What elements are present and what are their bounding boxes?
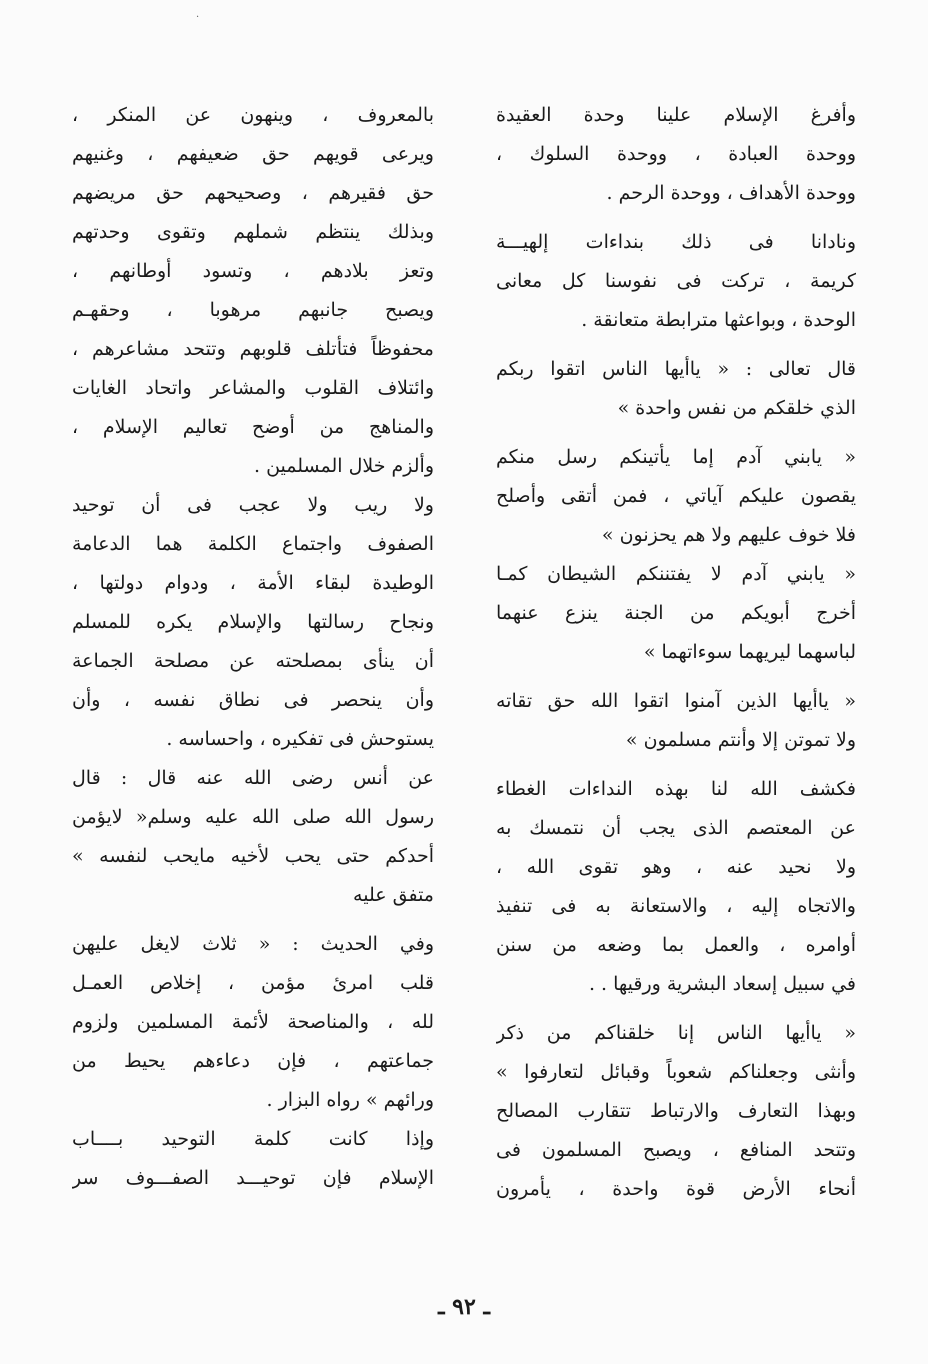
text-line: « ياأيها الناس إنا خلقناكم من ذكر: [496, 1022, 856, 1044]
text-line: « يابني آدم إما يأتينكم رسل منكم: [496, 446, 856, 468]
text-line: الوطيدة لبقاء الأمة ، ودوام دولتها ،: [72, 572, 434, 594]
text-line: ونادانا فى ذلك بنداءات إلهيـــة: [496, 231, 856, 253]
text-line: وبهذا التعارف والارتباط تتقارب المصالح: [496, 1100, 856, 1122]
text-line: وإذا كانت كلمة التوحيد بــــاب: [72, 1128, 434, 1150]
text-line: بالمعروف ، وينهون عن المنكر ،: [72, 104, 434, 126]
text-line: أحدكم حتى يحب لأخيه مايحب لنفسه »: [72, 845, 434, 867]
scan-mark: ·: [196, 12, 200, 23]
paragraph-gap: [496, 1004, 856, 1014]
text-line: والمناهج من أوضح تعاليم الإسلام ،: [72, 416, 434, 438]
right-text-column: [496, 96, 856, 1209]
text-line: في سبيل إسعاد البشرية ورقيها . .: [588, 973, 856, 995]
text-line: وائتلاف القلوب والمشاعر واتحاد الغايات: [72, 377, 434, 399]
text-line: لله ، والمناصحة لأئمة المسلمين ولزوم: [72, 1011, 434, 1033]
text-line: الذي خلقكم من نفس واحدة »: [617, 397, 856, 419]
text-line: ولا تموتن إلا وأنتم مسلمون »: [625, 729, 856, 751]
text-line: « يابني آدم لا يفتننكم الشيطان كمـا: [496, 563, 856, 585]
text-line: ولا ريب ولا عجب فى أن توحيد: [72, 494, 434, 516]
text-line: محفوظاً فتأتلف قلوبهم وتتحد مشاعرهم ،: [72, 338, 434, 360]
text-line: متفق عليه: [353, 884, 434, 906]
text-line: قلب امرئ مؤمن ، إخلاص العمـل: [72, 972, 434, 994]
text-line: أنحاء الأرض قوة واحدة ، يأمرون: [496, 1178, 856, 1200]
text-line: ويصبح جانبهم مرهوبا ، وحقهـم: [72, 299, 434, 321]
text-line: وبذلك ينتظم شملهم وتقوى وحدتهم: [72, 221, 434, 243]
text-line: أوامره ، والعمل بما وضعه من سنن: [496, 934, 856, 956]
text-line: لباسهما ليريهما سوءاتهما »: [643, 641, 856, 663]
text-line: وأفرغ الإسلام علينا وحدة العقيدة: [496, 104, 856, 126]
text-line: ووحدة العبادة ، ووحدة السلوك ،: [496, 143, 856, 165]
text-line: حق فقيرهم ، وصحيحهم حق مريضهم: [72, 182, 434, 204]
paragraph-gap: [496, 213, 856, 223]
left-text-column: [72, 96, 434, 1198]
text-line: فكشف الله لنا بهذه النداءات الغطاء: [496, 778, 856, 800]
text-line: الوحدة ، وبواعثها مترابطة متعانقة .: [581, 309, 856, 331]
text-line: عن المعتصم الذى يجب أن نتمسك به: [496, 817, 856, 839]
text-line: ورائهم » رواه البزار .: [266, 1089, 434, 1111]
paragraph-gap: [496, 672, 856, 682]
text-line: ويرعى قويهم حق ضعيفهم ، وغنيهم: [72, 143, 434, 165]
text-line: عن أنس رضى الله عنه قال : قال: [72, 767, 434, 789]
text-line: وأنثى وجعلناكم شعوباً وقبائل لتعارفوا »: [496, 1061, 856, 1083]
text-line: رسول الله صلى الله عليه وسلم« لايؤمن: [72, 806, 434, 828]
text-line: أخرج أبويكم من الجنة ينزع عنهما: [496, 602, 856, 624]
text-line: وتتحد المنافع ، ويصبح المسلمون فى: [496, 1139, 856, 1161]
text-line: الصفوف واجتماع الكلمة هما الدعامة: [72, 533, 434, 555]
page-number: ـ ٩٢ ـ: [438, 1294, 490, 1320]
text-line: يقصون عليكم آياتي ، فمن أتقى وأصلح: [496, 485, 856, 507]
text-line: وتعز بلادهم ، وتسود أوطانهم ،: [72, 260, 434, 282]
paragraph-gap: [72, 915, 434, 925]
paragraph-gap: [496, 428, 856, 438]
text-line: ولا نحيد عنه ، وهو تقوى الله ،: [496, 856, 856, 878]
text-line: « ياأيها الذين آمنوا اتقوا الله حق تقاته: [496, 690, 856, 712]
text-line: أن ينأى بمصلحته عن مصلحة الجماعة: [72, 650, 434, 672]
text-line: وأن ينحصر فى نطاق نفسه ، وأن: [72, 689, 434, 711]
text-line: كريمة ، تركت فى نفوسنا كل معانى: [496, 270, 856, 292]
text-line: جماعتهم ، فإن دعاءهم يحيط من: [72, 1050, 434, 1072]
text-line: وألزم خلال المسلمين .: [253, 455, 434, 477]
text-line: قال تعالى : « ياأيها الناس اتقوا ربكم: [496, 358, 856, 380]
paragraph-gap: [496, 760, 856, 770]
text-line: وفي الحديث : « ثلاث لايغل عليهن: [72, 933, 434, 955]
text-line: يستوحش فى تفكيره ، واحساسه .: [166, 728, 434, 750]
text-line: الإسلام فإن توحيـــد الصفـــوف سر: [72, 1167, 434, 1189]
text-line: والاتجاه إليه ، والاستعانة به فى تنفيذ: [496, 895, 856, 917]
text-line: فلا خوف عليهم ولا هم يحزنون »: [601, 524, 856, 546]
text-line: ووحدة الأهداف ، ووحدة الرحم .: [606, 182, 856, 204]
paragraph-gap: [496, 340, 856, 350]
text-line: ونجاح رسالتها والإسلام يكره للمسلم: [72, 611, 434, 633]
